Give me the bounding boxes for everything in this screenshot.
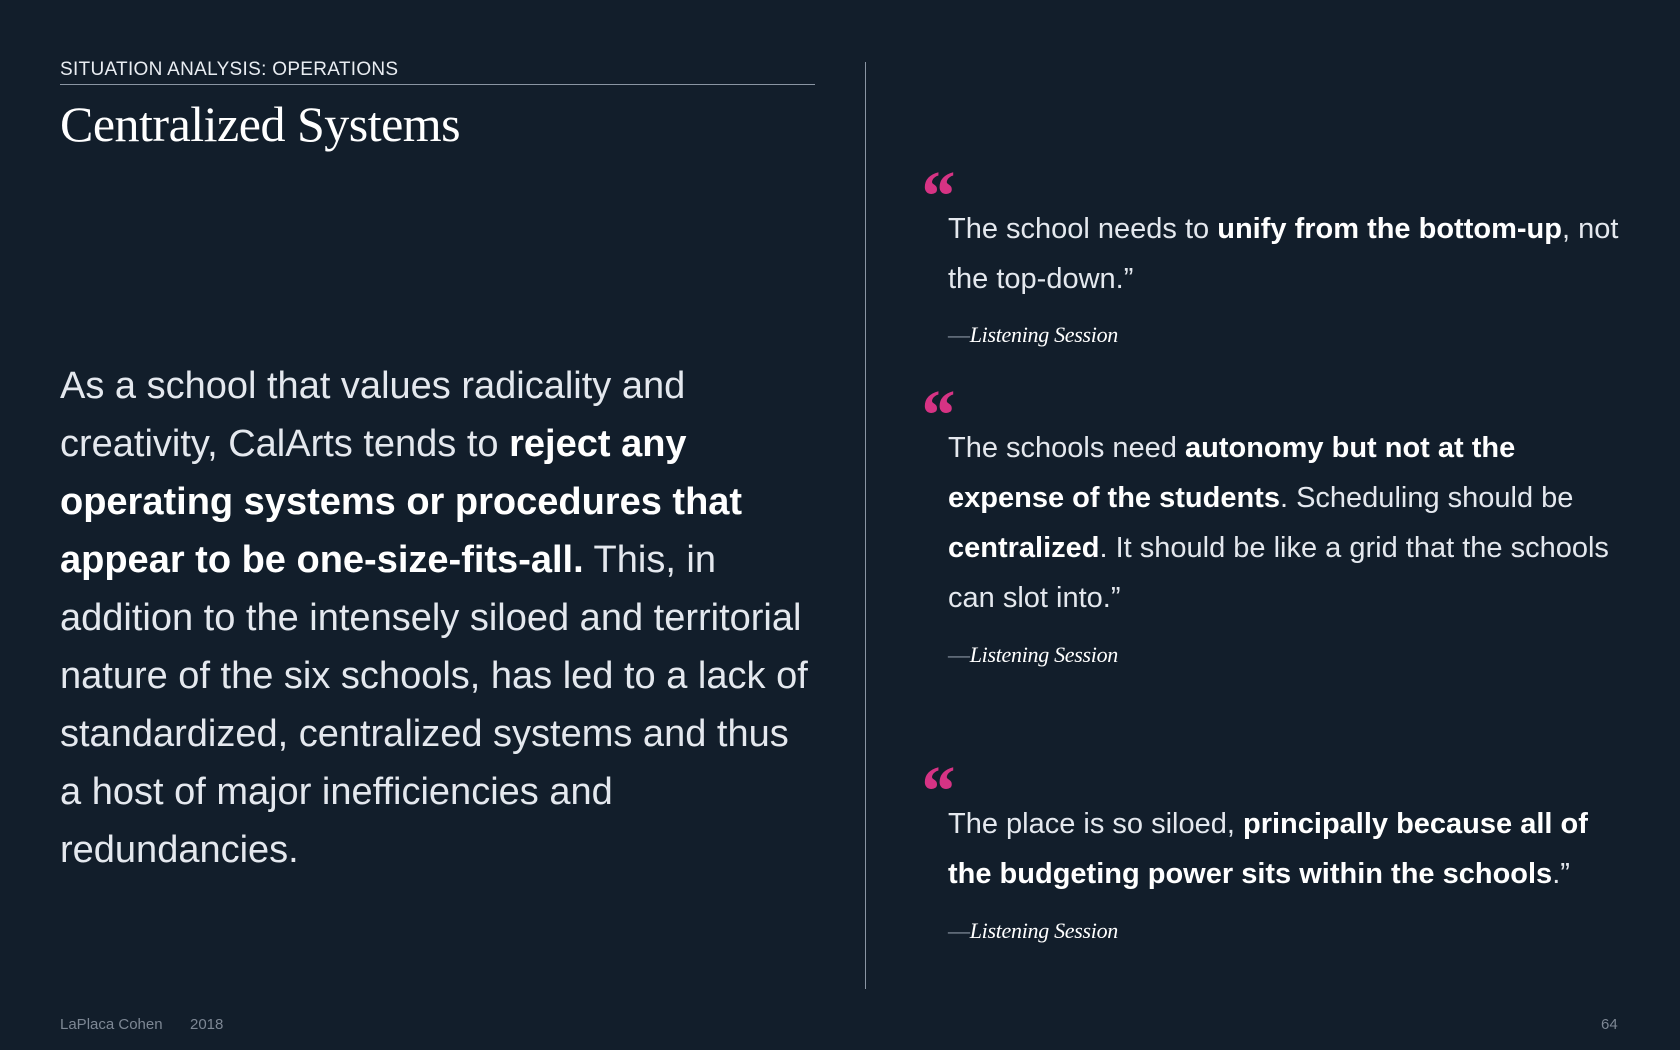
quote-text-emphasis: centralized xyxy=(948,532,1100,564)
quote-text-part: . It should be like a grid that the schools can slot into.” xyxy=(948,532,1609,614)
column-divider xyxy=(865,62,866,989)
body-text-emphasis: reject any operating systems or procedures that appear to be one-size-fits-all. xyxy=(60,423,743,581)
quote-mark-icon: “ xyxy=(918,156,954,236)
page-number: 64 xyxy=(1601,1016,1618,1033)
section-label: SITUATION ANALYSIS: OPERATIONS xyxy=(60,58,815,85)
quote-text-part: The school needs to xyxy=(948,213,1218,245)
page-title: Centralized Systems xyxy=(60,96,461,152)
quote-attribution xyxy=(948,642,1118,668)
attribution-source: Listening Session xyxy=(969,918,1119,943)
body-text-rest: This, in addition to the intensely siloed and territorial nature of the six schools, has led to a lack of standardized, centralized systems and thus a host of major inefficiencies and redundancies. xyxy=(60,539,808,871)
attribution-dash: — xyxy=(948,642,970,667)
quote-attribution xyxy=(948,322,1118,348)
quote-text xyxy=(948,204,1628,304)
quote-text-part: . Scheduling should be xyxy=(1279,482,1574,514)
quote-text-emphasis: principally because all of the budgeting power sits within the schools xyxy=(948,808,1588,890)
quote-attribution xyxy=(948,918,1118,944)
attribution-dash: — xyxy=(948,918,970,943)
footer-year: 2018 xyxy=(190,1016,224,1033)
attribution-source: Listening Session xyxy=(969,322,1119,347)
footer-company: LaPlaca Cohen xyxy=(60,1016,163,1033)
quote-mark-icon: “ xyxy=(918,751,954,831)
quote-text-part: , not the top-down.” xyxy=(948,213,1619,295)
quote-text xyxy=(948,423,1628,623)
body-text-intro: As a school that values radicality and creativity, CalArts tends to xyxy=(60,365,686,465)
quote-text xyxy=(948,799,1628,899)
quote-text-emphasis: autonomy but not at the expense of the students xyxy=(948,432,1516,514)
quote-text-emphasis: unify from the bottom-up xyxy=(1217,213,1562,245)
quote-text-part: The schools need xyxy=(948,432,1185,464)
quote-mark-icon: “ xyxy=(918,375,954,455)
attribution-dash: — xyxy=(948,322,970,347)
body-paragraph xyxy=(60,357,820,879)
quote-text-part: .” xyxy=(1552,858,1570,890)
attribution-source: Listening Session xyxy=(969,642,1119,667)
quote-text-part: The place is so siloed, xyxy=(948,808,1243,840)
